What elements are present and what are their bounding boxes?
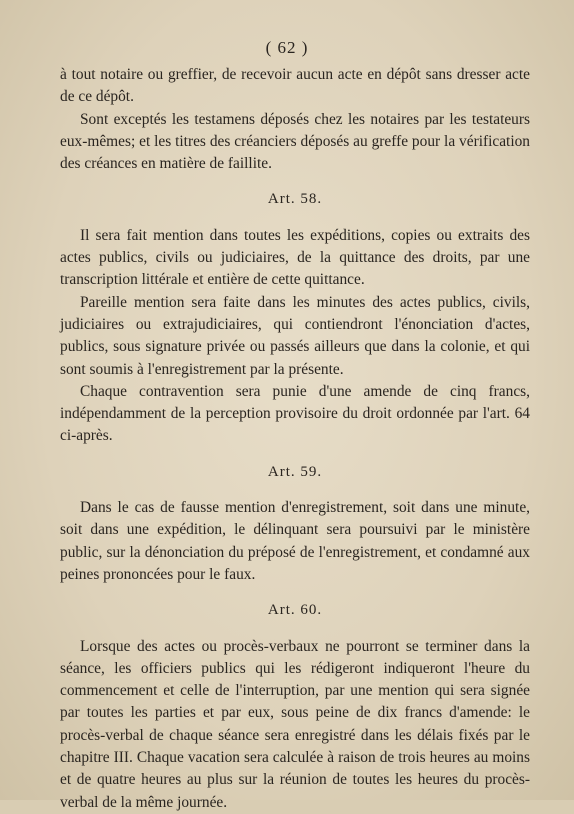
article-58-paragraph-1: Il sera fait mention dans toutes les expéditions, copies ou extraits des actes publics, civils ou judiciaires, de la quittance des droits, par une transcription littérale et entière de cette quittance. (60, 226, 530, 289)
article-59-heading: Art. 59. (267, 463, 323, 480)
paragraph-exceptions: Sont exceptés les testamens déposés chez les notaires par les testateurs eux-mêmes; et les titres des créanciers déposés au greffe pour la vérification des créances en matière de faillite. (60, 110, 530, 173)
article-58-paragraph-2: Pareille mention sera faite dans les minutes des actes publics, civils, judiciaires ou extrajudiciaires, qui contiendront l'énonciation d'actes, publics, sous signature privée ou passés ailleurs que dans la colonie, et qui sont soumis à l'enregistrement par la présente. (60, 293, 530, 378)
page-number: ( 62 ) (265, 38, 309, 57)
page-body (60, 64, 530, 814)
article-60-paragraph-1: Lorsque des actes ou procès-verbaux ne pourront se terminer dans la séance, les officiers publics qui les rédigeront indiqueront l'heure du commencement et celle de l'interruption, par une mention qui sera signée par toutes les parties et par eux, sous peine de dix francs d'amende: le procès-verbal de chaque séance sera enregistré dans les délais fixés par le chapitre III. Chaque vacation sera calculée à raison de trois heures au moins et de quatre heures au plus sur la réunion de toutes les heures du procès-verbal de la même journée. (60, 637, 530, 811)
article-59-paragraph-1: Dans le cas de fausse mention d'enregistrement, soit dans une minute, soit dans une expédition, le délinquant sera poursuivi par le ministère public, sur la dénonciation du préposé de l'enregistrement, et condamné aux peines prononcées pour le faux. (60, 499, 530, 583)
article-58-paragraph-3: Chaque contravention sera punie d'une amende de cinq francs, indépendamment de la perception provisoire du droit ordonnée par l'art. 64 ci-après. (60, 382, 530, 445)
paragraph-carryover: à tout notaire ou greffier, de recevoir aucun acte en dépôt sans dresser acte de ce dépôt. (60, 66, 530, 106)
article-60-heading: Art. 60. (267, 602, 323, 619)
article-58-heading: Art. 58. (267, 191, 323, 208)
